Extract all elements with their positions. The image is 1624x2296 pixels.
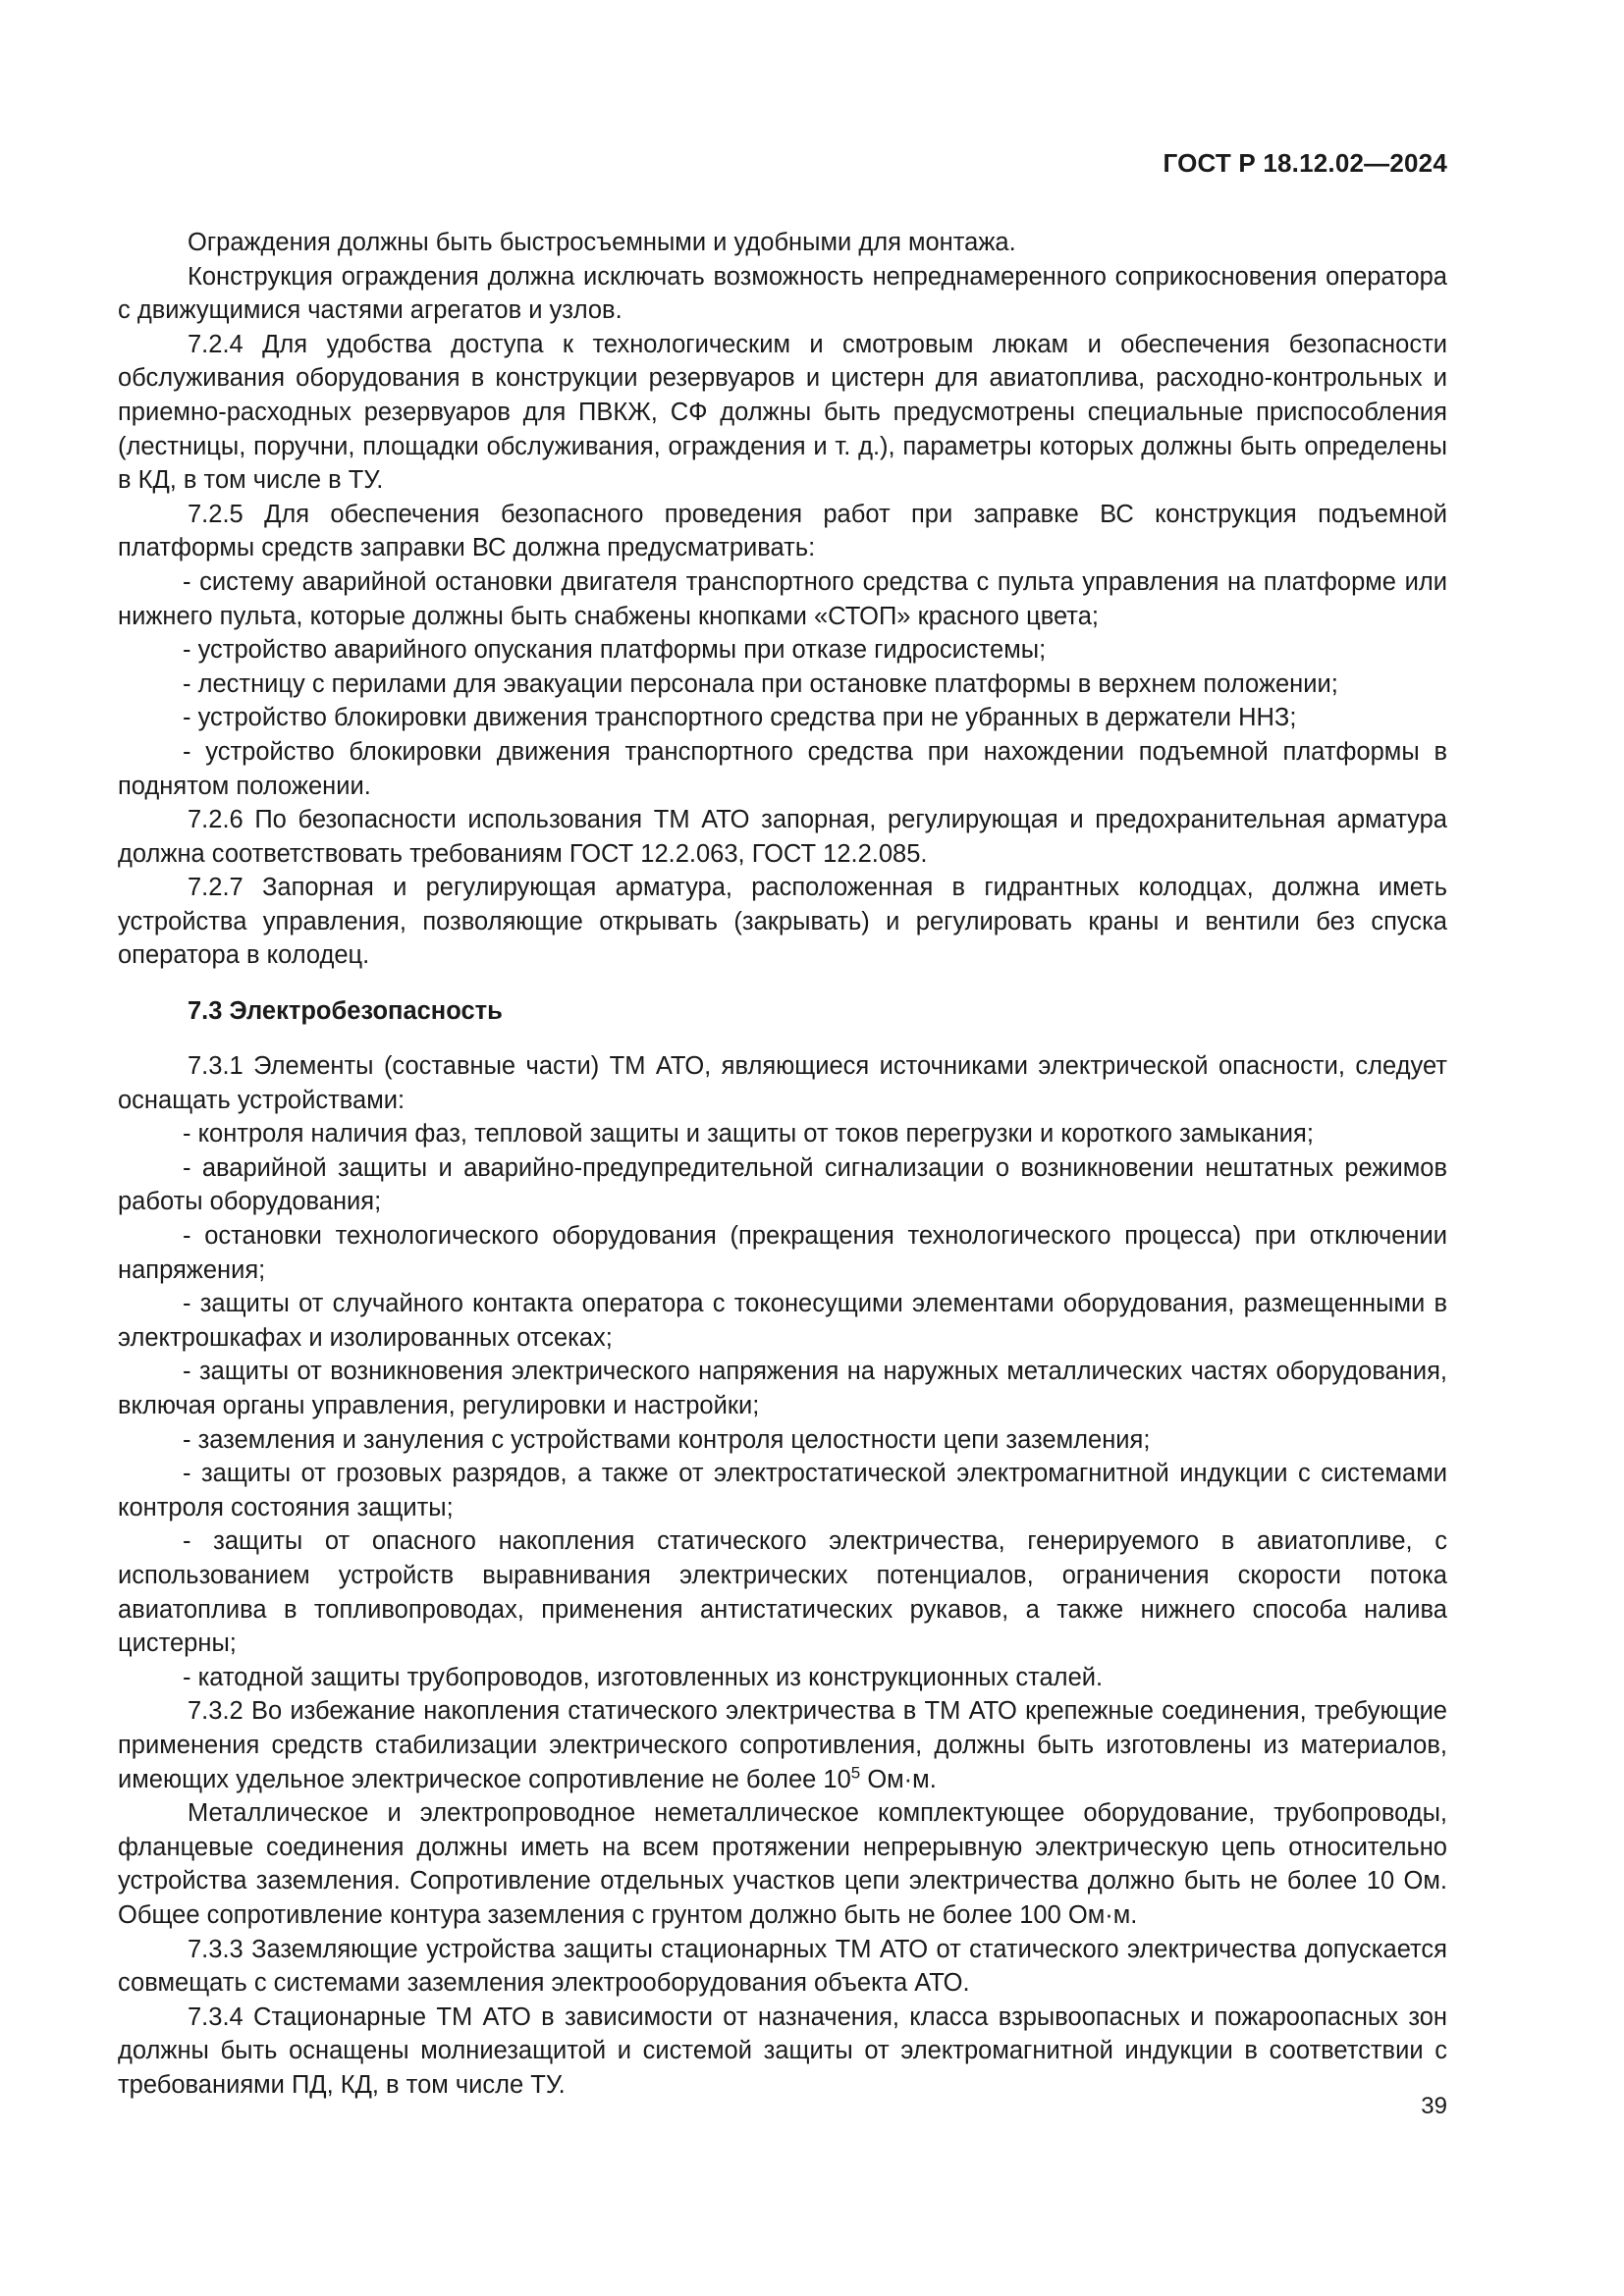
paragraph-7-2-4: 7.2.4 Для удобства доступа к технологическим и смотровым люкам и обеспечения безопасности обслуживания оборудования в конструкции резервуаров и цистерн для авиатоплива, расходно-контрольных и приемно-расходных резервуаров для ПВКЖ, СФ должны быть предусмотрены специальные приспособления (лестницы, поручни, площадки обслуживания, ограждения и т. д.), параметры которых должны быть определены в КД, в том числе в ТУ. — [118, 330, 1447, 495]
section-heading: 7.3 Электробезопасность — [188, 997, 503, 1026]
page-number: 39 — [1421, 2093, 1447, 2119]
paragraph: Ограждения должны быть быстросъемными и удобными для монтажа. — [188, 229, 1016, 256]
list-item: - устройство аварийного опускания платформы при отказе гидросистемы; — [183, 636, 1047, 665]
list-item: - защиты от возникновения электрического напряжения на наружных металлических частях оборудования, включая органы управления, регулировки и настройки; — [118, 1358, 1447, 1419]
paragraph-7-3-2-text: 7.3.2 Во избежание накопления статического электричества в ТМ АТО крепежные соединения, требующие применения средств стабилизации электрического сопротивления, должны быть изготовлены из материалов, имеющих удельное электрическое сопротивление не более 10 — [118, 1697, 1447, 1793]
list-item: - устройство блокировки движения транспортного средства при нахождении подъемной платформы в поднятом положении. — [118, 737, 1447, 800]
list-item: - катодной защиты трубопроводов, изготовленных из конструкционных сталей. — [183, 1663, 1104, 1691]
paragraph-7-2-7: 7.2.7 Запорная и регулирующая арматура, расположенная в гидрантных колодцах, должна иметь устройства управления, позволяющие открывать (закрывать) и регулировать краны и вентили без спуска оператора в колодец. — [118, 874, 1447, 970]
list-item: - лестницу с перилами для эвакуации персонала при остановке платформы в верхнем положении; — [183, 669, 1338, 698]
paragraph-7-3-1: 7.3.1 Элементы (составные части) ТМ АТО, являющиеся источниками электрической опасности, следует оснащать устройствами: — [118, 1052, 1447, 1114]
paragraph-7-3-3: 7.3.3 Заземляющие устройства защиты стационарных ТМ АТО от статического электричества допускается совмещать с системами заземления электрооборудования объекта АТО. — [118, 1935, 1447, 1998]
list-item: - заземления и зануления с устройствами контроля целостности цепи заземления; — [183, 1425, 1151, 1454]
paragraph: Конструкция ограждения должна исключать возможность непреднамеренного соприкосновения оператора с движущимися частями агрегатов и узлов. — [118, 262, 1447, 325]
list-item: - устройство блокировки движения транспортного средства при не убранных в держатели ННЗ; — [183, 704, 1297, 732]
paragraph-7-2-5: 7.2.5 Для обеспечения безопасного проведения работ при заправке ВС конструкция подъемной платформы средств заправки ВС должна предусматривать: — [118, 500, 1447, 562]
paragraph: Металлическое и электропроводное неметаллическое комплектующее оборудование, трубопроводы, фланцевые соединения должны иметь на всем протяжении непрерывную электрическую цепь относительно устройства заземления. Сопротивление отдельных участков цепи электричества должно быть не более 10 Ом. Общее сопротивление контура заземления с грунтом должно быть не более 100 Ом·м. — [118, 1799, 1447, 1929]
list-item: - защиты от грозовых разрядов, а также от электростатической электромагнитной индукции с системами контроля состояния защиты; — [118, 1460, 1447, 1522]
list-item: - защиты от опасного накопления статического электричества, генерируемого в авиатопливе, с использованием устройств выравнивания электрических потенциалов, ограничения скорости потока авиатоплива в топливопроводах, применения антистатических рукавов, а также нижнего способа налива цистерны; — [118, 1527, 1447, 1658]
paragraph-7-3-2 — [118, 1694, 1447, 1796]
list-item: - систему аварийной остановки двигателя транспортного средства с пульта управления на платформе или нижнего пульта, которые должны быть снабжены кнопками «СТОП» красного цвета; — [118, 567, 1447, 630]
list-item: - остановки технологического оборудования (прекращения технологического процесса) при отключении напряжения; — [118, 1222, 1447, 1284]
document-body — [118, 226, 1447, 2102]
paragraph-7-3-4: 7.3.4 Стационарные ТМ АТО в зависимости от назначения, класса взрывоопасных и пожароопасных зон должны быть оснащены молниезащитой и системой защиты от электромагнитной индукции в соответствии с требованиями ПД, КД, в том числе ТУ. — [118, 2002, 1447, 2099]
list-item: - контроля наличия фаз, тепловой защиты и защиты от токов перегрузки и короткого замыкания; — [183, 1120, 1314, 1148]
list-item: - аварийной защиты и аварийно-предупредительной сигнализации о возникновении нештатных режимов работы оборудования; — [118, 1153, 1447, 1216]
list-item: - защиты от случайного контакта оператора с токонесущими элементами оборудования, размещенными в электрошкафах и изолированных отсеках; — [118, 1290, 1447, 1352]
paragraph-7-2-6: 7.2.6 По безопасности использования ТМ АТО запорная, регулирующая и предохранительная арматура должна соответствовать требованиям ГОСТ 12.2.063, ГОСТ 12.2.085. — [118, 806, 1447, 868]
exponent: 5 — [850, 1763, 861, 1783]
document-code-header: ГОСТ Р 18.12.02—2024 — [1163, 148, 1447, 178]
unit-text: Ом·м. — [860, 1765, 937, 1793]
